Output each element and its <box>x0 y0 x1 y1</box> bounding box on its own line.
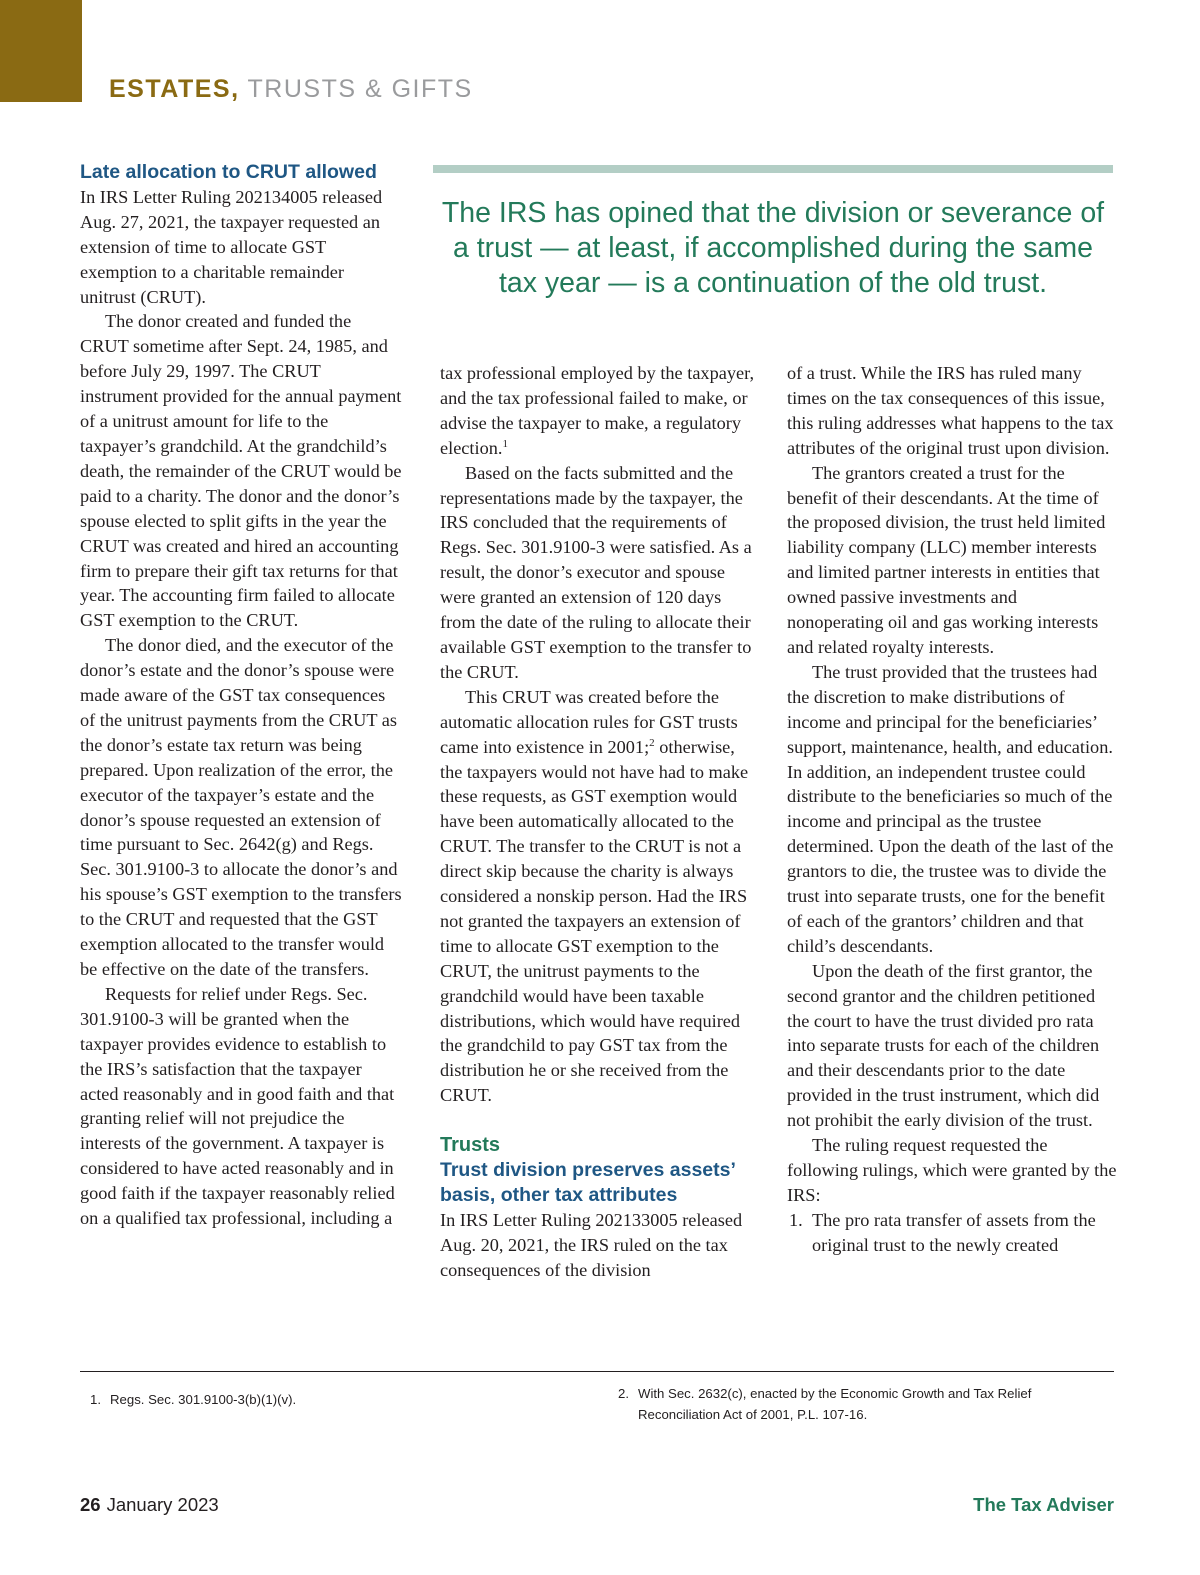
paragraph <box>440 685 758 1108</box>
paragraph: The grantors created a trust for the benefit of their descendants. At the time of the proposed division, the trust held limited liability company (LLC) member interests and limited partner interests in entities that owned passive investments and nonoperating oil and gas working interests and related royalty interests. <box>787 462 1106 657</box>
footnote-text: Regs. Sec. 301.9100-3(b)(1)(v). <box>110 1392 297 1407</box>
page-number: 26 <box>80 1494 101 1515</box>
paragraph-text: tax professional employed by the taxpayer, and the tax professional failed to make, or advise the taxpayer to make, a regulatory election. <box>440 363 755 458</box>
paragraph: Based on the facts submitted and the representations made by the taxpayer, the IRS concluded that the requirements of Regs. Sec. 301.9100-3 were satisfied. As a result, the donor’s executor and spouse were granted an extension of 120 days from the date of the ruling to allocate their available GST exemption to the transfer to the CRUT. <box>440 462 752 682</box>
list-item <box>787 1208 1117 1258</box>
column-3 <box>787 361 1117 1258</box>
pull-quote: The IRS has opined that the division or severance of a trust — at least, if accomplished during the same tax year — is a continuation of the old trust. <box>441 197 1105 299</box>
article-title-crut: Late allocation to CRUT allowed <box>80 161 377 183</box>
article-title-trust-division: Trust division preserves assets’ basis, other tax attributes <box>440 1158 735 1206</box>
section-color-block <box>0 0 82 102</box>
paragraph: In IRS Letter Ruling 202134005 released Aug. 27, 2021, the taxpayer requested an extension of time to allocate GST exemption to a charitable remainder unitrust (CRUT). <box>80 186 383 307</box>
section-header <box>109 75 473 104</box>
rulings-list <box>787 1208 1117 1258</box>
list-item-text: The pro rata transfer of assets from the original trust to the newly created <box>812 1209 1096 1255</box>
footnote-text: With Sec. 2632(c), enacted by the Economic Growth and Tax Relief Reconciliation Act of 2001, P.L. 107-16. <box>638 1386 1032 1422</box>
column-2 <box>440 361 758 1283</box>
section-header-bold: ESTATES, <box>109 75 240 103</box>
paragraph-text: This CRUT was created before the automatic allocation rules for GST trusts came into existence in 2001; <box>440 686 738 757</box>
paragraph: The donor died, and the executor of the donor’s estate and the donor’s spouse were made aware of the GST tax consequences of the unitrust payments from the CRUT as the donor’s estate tax return was being prepared. Upon realization of the error, the executor of the taxpayer’s estate and the donor’s spouse requested an extension of time pursuant to Sec. 2642(g) and Regs. Sec. 301.9100-3 to allocate the donor’s and his spouse’s GST exemption to the transfers to the CRUT and requested that the GST exemption allocated to the transfer would be effective on the date of the transfers. <box>80 635 402 979</box>
paragraph: The donor created and funded the CRUT sometime after Sept. 24, 1985, and before July 29, 1997. The CRUT instrument provided for the annual payment of a unitrust amount for life to the taxpayer’s grandchild. At the grandchild’s death, the remainder of the CRUT would be paid to a charity. The donor and the donor’s spouse elected to split gifts in the year the CRUT was created and hired an accounting firm to prepare their gift tax returns for that year. The accounting firm failed to allocate GST exemption to the CRUT. <box>80 311 402 631</box>
section-header-light: TRUSTS & GIFTS <box>247 75 473 103</box>
column-1 <box>80 160 402 1231</box>
footer-left <box>80 1494 219 1516</box>
issue-date: January 2023 <box>106 1494 219 1515</box>
publication-name: The Tax Adviser <box>973 1494 1114 1515</box>
footnote-number: 1. <box>90 1392 101 1407</box>
footnote-ref[interactable]: 2 <box>649 736 655 749</box>
footnote-ref[interactable]: 1 <box>502 437 508 450</box>
footnote-1 <box>90 1389 550 1410</box>
pull-quote-rule <box>433 165 1113 173</box>
paragraph: of a trust. While the IRS has ruled many times on the tax consequences of this issue, this ruling addresses what happens to the tax attributes of the original trust upon division. <box>787 363 1114 458</box>
paragraph <box>440 361 758 461</box>
category-heading-trusts: Trusts <box>440 1134 501 1157</box>
paragraph: Requests for relief under Regs. Sec. 301.9100-3 will be granted when the taxpayer provides evidence to establish to the IRS’s satisfaction that the taxpayer acted reasonably and in good faith and that granting relief will not prejudice the interests of the government. A taxpayer is considered to have acted reasonably and in good faith if the taxpayer reasonably relied on a qualified tax professional, including a <box>80 983 395 1229</box>
paragraph-text: otherwise, the taxpayers would not have had to make these requests, as GST exemption would have been automatically allocated to the CRUT. The transfer to the CRUT is not a direct skip because the charity is always considered a nonskip person. Had the IRS not granted the taxpayers an extension of time to allocate GST exemption to the CRUT, the unitrust payments to the grandchild would have been taxable distributions, which would have required the grandchild to pay GST tax from the distribution he or she received from the CRUT. <box>440 736 749 1106</box>
paragraph: The trust provided that the trustees had the discretion to make distributions of income and principal for the beneficiaries’ support, maintenance, health, and education. In addition, an independent trustee could distribute to the beneficiaries so much of the income and principal as the trustee determined. Upon the death of the last of the grantors to die, the trustee was to divide the trust into separate trusts, one for the benefit of each of the grantors’ children and that child’s descendants. <box>787 661 1114 956</box>
footnote-divider <box>80 1371 1114 1372</box>
footnote-2 <box>618 1383 1114 1425</box>
list-item-number: 1. <box>789 1209 803 1230</box>
paragraph: Upon the death of the first grantor, the second grantor and the children petitioned the court to have the trust divided pro rata into separate trusts for each of the children and their descendants prior to the date provided in the trust instrument, which did not prohibit the early division of the trust. <box>787 960 1100 1131</box>
paragraph: In IRS Letter Ruling 202133005 released Aug. 20, 2021, the IRS ruled on the tax consequences of the division <box>440 1209 743 1280</box>
footnote-number: 2. <box>618 1386 629 1401</box>
paragraph: The ruling request requested the following rulings, which were granted by the IRS: <box>787 1135 1117 1205</box>
